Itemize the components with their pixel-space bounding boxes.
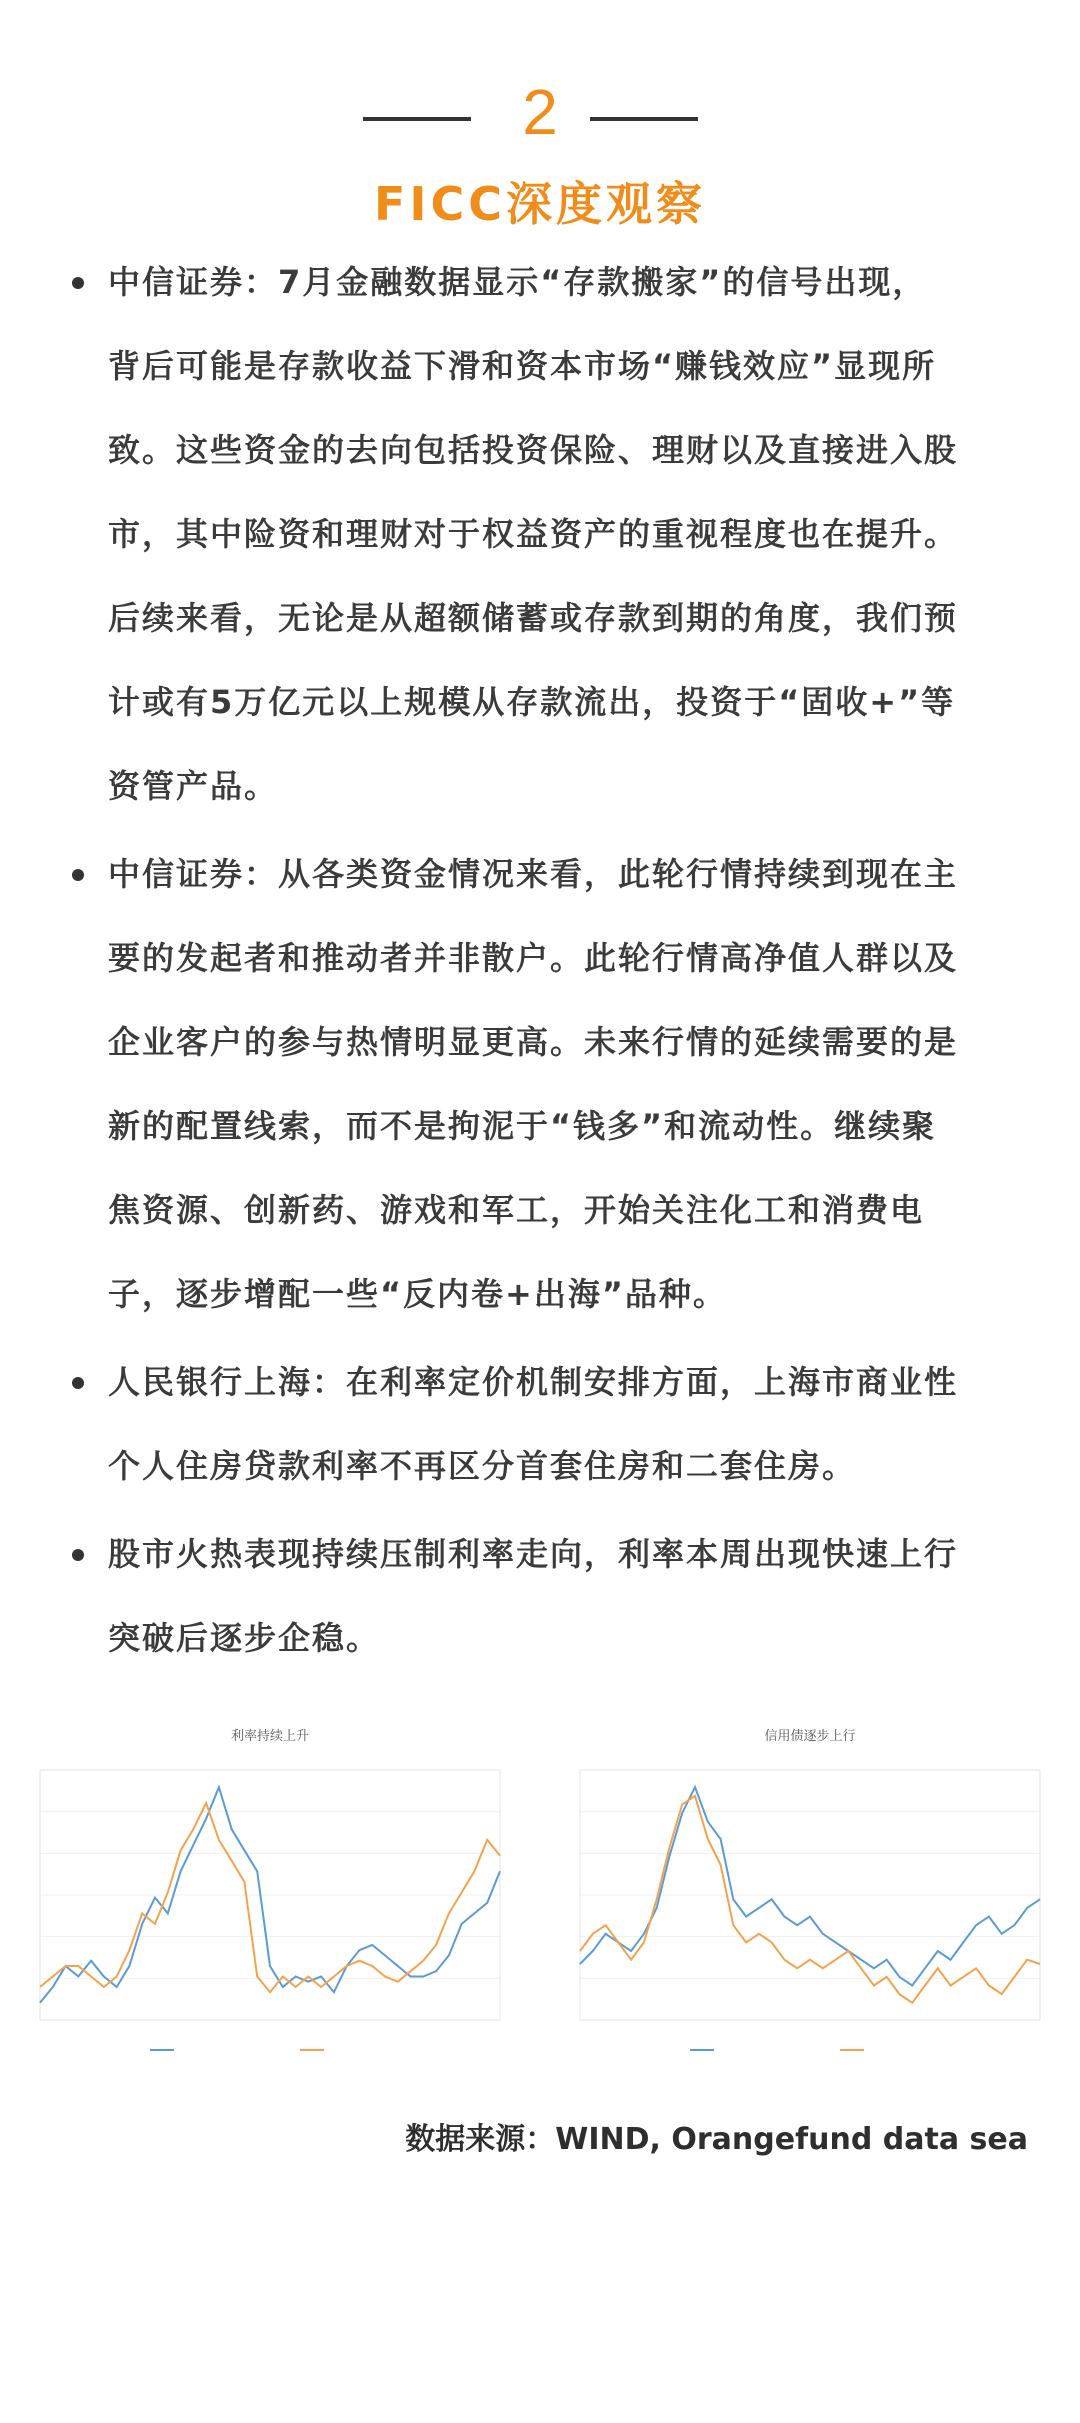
bullet-line: 股市火热表现持续压制利率走向，利率本周出现快速上行 [108, 1535, 959, 1573]
bullet-item [0, 1512, 1046, 1680]
bullet-text [108, 240, 1046, 828]
bullet-text [108, 832, 1046, 1336]
section-title: FICC深度观察 [373, 177, 707, 231]
rate-chart [10, 1710, 530, 2080]
header-rule-right [590, 117, 698, 121]
bullet-line: 新的配置线索，而不是拘泥于“钱多”和流动性。继续聚 [108, 1107, 937, 1145]
bullet-dot-icon [72, 277, 84, 289]
bullet-line: 后续来看，无论是从超额储蓄或存款到期的角度，我们预 [108, 599, 959, 637]
bullet-line: 子，逐步增配一些“反内卷+出海”品种。 [108, 1275, 727, 1313]
bullet-line: 计或有5万亿元以上规模从存款流出，投资于“固收+”等 [108, 683, 956, 721]
bullet-text [108, 1340, 1046, 1508]
bullet-item [0, 240, 1046, 828]
bullet-dot-icon [72, 1377, 84, 1389]
section-header [0, 72, 1080, 152]
header-rule-left [363, 117, 471, 121]
bullet-line: 焦资源、创新药、游戏和军工，开始关注化工和消费电 [108, 1191, 925, 1229]
bullet-line: 背后可能是存款收益下滑和资本市场“赚钱效应”显现所 [108, 347, 937, 385]
data-source-note: 数据来源：WIND, Orangefund data sea [405, 2122, 1028, 2157]
section-number: 2 [522, 76, 558, 148]
bullet-item [0, 832, 1046, 1336]
bullet-dot-icon [72, 869, 84, 881]
chart-title: 利率持续上升 [230, 1729, 310, 1744]
bullet-line: 人民银行上海：在利率定价机制安排方面，上海市商业性 [108, 1363, 959, 1401]
bullet-line: 要的发起者和推动者并非散户。此轮行情高净值人群以及 [108, 939, 959, 977]
series-line [580, 1796, 1040, 2003]
bullet-dot-icon [72, 1549, 84, 1561]
bullet-line: 中信证券：从各类资金情况来看，此轮行情持续到现在主 [108, 855, 959, 893]
bullet-line: 致。这些资金的去向包括投资保险、理财以及直接进入股 [108, 431, 959, 469]
bullet-list [0, 240, 1080, 1684]
charts-row [0, 1710, 1080, 2080]
bullet-line: 市，其中险资和理财对于权益资产的重视程度也在提升。 [108, 515, 959, 553]
bullet-line: 中信证券：7月金融数据显示“存款搬家”的信号出现， [108, 263, 927, 301]
bullet-line: 突破后逐步企稳。 [108, 1619, 381, 1657]
bullet-line: 个人住房贷款利率不再区分首套住房和二套住房。 [108, 1447, 857, 1485]
bullet-line: 资管产品。 [108, 767, 279, 805]
chart-title: 信用债逐步上行 [764, 1729, 856, 1744]
credit-chart [550, 1710, 1070, 2080]
bullet-text [108, 1512, 1046, 1680]
bullet-line: 企业客户的参与热情明显更高。未来行情的延续需要的是 [108, 1023, 959, 1061]
series-line [580, 1787, 1040, 1985]
bullet-item [0, 1340, 1046, 1508]
